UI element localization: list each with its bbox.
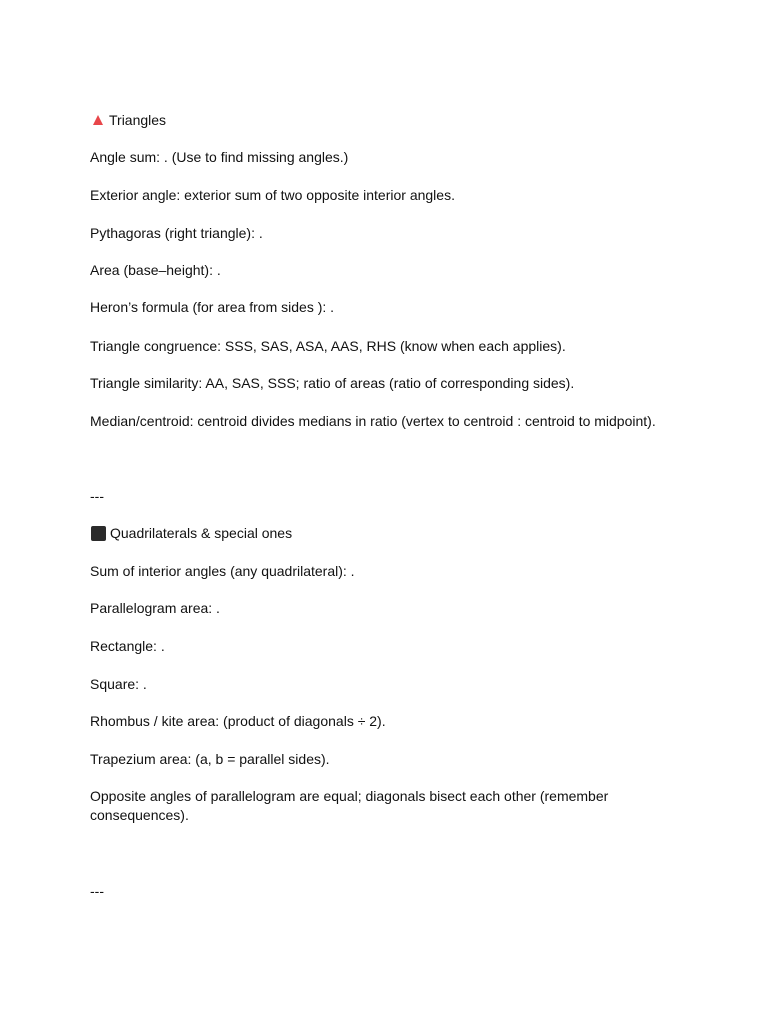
section-separator: --- xyxy=(90,488,104,504)
quad-fact-square: Square: . xyxy=(90,676,147,692)
triangle-fact-pythagoras: Pythagoras (right triangle): . xyxy=(90,225,263,241)
quad-fact-rectangle: Rectangle: . xyxy=(90,638,165,654)
red-triangle-icon xyxy=(93,115,103,125)
quad-fact-trapezium: Trapezium area: (a, b = parallel sides). xyxy=(90,751,330,767)
black-square-icon xyxy=(91,526,106,541)
triangle-fact-area: Area (base–height): . xyxy=(90,262,221,278)
triangle-fact-angle-sum: Angle sum: . (Use to find missing angles.) xyxy=(90,149,349,165)
triangles-heading xyxy=(90,111,680,130)
section-separator: --- xyxy=(90,883,104,899)
quadrilaterals-heading xyxy=(90,524,680,543)
quad-fact-interior-angles: Sum of interior angles (any quadrilateral): . xyxy=(90,563,355,579)
triangle-fact-exterior-angle: Exterior angle: exterior sum of two opposite interior angles. xyxy=(90,187,455,203)
triangle-fact-median-centroid: Median/centroid: centroid divides medians in ratio (vertex to centroid : centroid to midpoint). xyxy=(90,413,656,429)
triangles-title: Triangles xyxy=(109,112,167,128)
quad-fact-parallelogram-properties: Opposite angles of parallelogram are equal; diagonals bisect each other (remember consequences). xyxy=(90,788,609,823)
triangle-fact-congruence: Triangle congruence: SSS, SAS, ASA, AAS, RHS (know when each applies). xyxy=(90,338,566,354)
quad-fact-parallelogram-area: Parallelogram area: . xyxy=(90,600,220,616)
quadrilaterals-title: Quadrilaterals & special ones xyxy=(110,525,293,541)
triangle-fact-similarity: Triangle similarity: AA, SAS, SSS; ratio of areas (ratio of corresponding sides). xyxy=(90,375,575,391)
triangle-fact-herons-formula: Heron’s formula (for area from sides ): . xyxy=(90,299,335,315)
quad-fact-rhombus-kite: Rhombus / kite area: (product of diagonals ÷ 2). xyxy=(90,713,386,729)
